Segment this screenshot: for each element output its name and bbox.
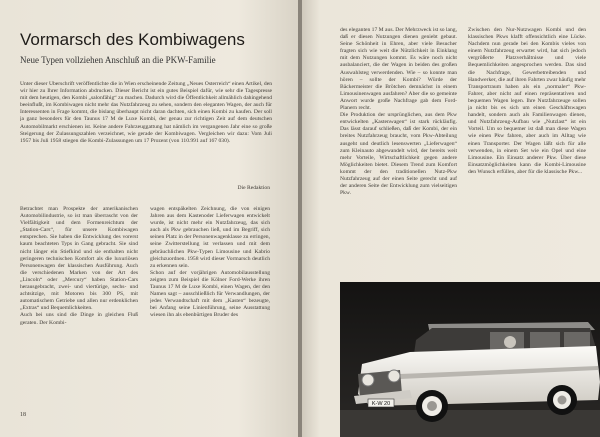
left-column-2-text: wagen entspäkelten Zeichnung, die von einigen Jahren aus dem Kastenoder Lieferwagen entwickelt wurde, ist nicht mehr ein Nutzfahrzeug, das sich auch als Pkw gebrauchen ließ, und im Begriff, sich seinen Platz in der Personenwagenklasse zu erringen, seine Zwitterstellung ist verlassen und mit dem gebräuchlichen Pkw-Typen Limousine und Kabrio gleichzuordnen. 1958 wird dieser Vormarsch deutlich zu erkennen sein. Schon auf der vorjährigen Automobilausstellung zeigten zum Beispiel die Kölner Ford-Werke ihren Taunus 17 M de Luxe Kombi, einen Wagen, der den Namen sagt – ausschließlich für Verwandlungen, der jedes Verwandtschaft mit dem „Kasten“ bezeugte, bei Anfang seine Linienführung, seine Ausstattung wiesen ihn als ebenbürtigen Bruder des [150, 206, 270, 319]
intro-text: Unter dieser Überschrift veröffentlichte die in Wien erscheinende Zeitung „Neues Österreich“ einen Artikel, den wir hier zu Ihrer Information abdrucken. Dieser Bericht ist ein gutes Beispiel dafür, wie sehr die Tagespresse mit dem heutigen, den Kombi „salonfähig“ zu machen. Dadurch wird die Öffentlichkeit allmählich dahingehend beeinflußt, im Kombiwagen nicht mehr das Nutzfahrzeug zu sehen, sondern den eleganten Wagen, der auch für Interessenten in Frage kommt, die bislang überhaupt nicht daran dachten, sich einen Kombi zu kaufen. Der soll ja ganz besonders für den Taunus 17 M de Luxe Kombi, der genau zur richtigen Zeit auf dem deutschen Automobilmarkt erschienen ist. Keine andere Fahrzeuggattung hat nämlich im vergangenen Jahr eine so große Steigerung der Zulassungszahlen verzeichnet, wie gerade der Kombiwagen. Vergleichen wir dazu: Vom Juli 1957 bis Juli 1958 stiegen die Kombi-Zulassungen um 17 Prozent (von 110.991 auf 167 030). [20, 81, 272, 144]
right-column-1 [340, 27, 457, 282]
article-subtitle: Neue Typen vollziehen Anschluß an die PKW-Familie [20, 55, 216, 65]
right-column-1-text: des eleganten 17 M aus. Der Mehrzweck ist so lang, daß er diesen Nutzungen dienen geniebt gebaut. Seine Schönheit in Ehren, aber viele Besucher fragten sich wie weit die Nützlichkeit in Einklang mit dem Nutzungen kommt. Es wäre noch nicht ausbalanciert, die der Wagen in beiden des großen Auswahlsteg verwerdenden. Wie – so konnte man hören – sollte der Kombi? Würde der Bäckermeister die Brötchen demnächst in einem Limousinenwagen ausfahren? Aber die so gemeinte Anwort wurde große Nachfrage gab dem Ford-Planern recht. Die Produktion der ursprünglichen, aus dem Pkw entwickelten „Kastenwagen“ ist stark rückläufig. Das lässt darauf schließen, daß der Kombi, der ein breites Nutzfahrzeug braucht, vom Pkw-Abteilung ausgeht und deutlich lesenswerten „Lieferwagen“ zum Kleinauto abgewandelt wird, der bereits weit mehr Vorteile, Wirtschaftlichkeit gegen andere Möglichkeiten bietet. Diesem Trend zum Komfort kommt der den traditionellen Nutz-Pkw Nutzfahrzeug auf der einen Seite gerecht und auf der anderen Seite der Entwicklung zum vielseitigen Pkw. [340, 27, 457, 197]
intro-paragraph [20, 81, 272, 189]
rear-hubcap [558, 396, 567, 405]
left-column-1-text: Betrachtet man Prospekte der amerikanischen Automobilindustrie, so ist man überrascht von der Vielfältigkeit und dem Formenreichtum der „Station-Cars“, für unsere Kombiwagen entsprechen. Sie haben die Entwicklung des vorerst kaum beachteten Typs in Gang gebracht. Sie sind nicht länger ein Stiefkind und sie enthalten nicht geringeren technischen Komfort als die luxuriösen Personenwagen der klassischen Ausführung. Auch die verschiedenen Marken von der Art des „Lincoln“ oder „Mercury“ haben Station-Cars herausgebracht, zwei- und viertürige, sechs- und achtsitzige, mit Motoren bis 300 PS, mit automatischem Getriebe und allen nur erdenklichen „Extras“ und Bequemlichkeiten. Auch bei uns sind die Dinge in gleichen Fluß geraten. Der Kombi- [20, 206, 138, 326]
right-column-2-text: Zwischen den Nur-Nutzwagen Kombi und den klassischen Pkws klafft offensichtlich eine Lücke. Nachdem nun gerade bei den Kombis vieles von einem Nutzfahrzeug erwartet wird, hat sich jedoch vergrößerte Platzverhältnisse und viele Bequemlichkeiten angesprochen werden. Das sind die Nachfrage, Gewerbetreibenden und Handwerker, die auf ihren Fahrten zwar häufig mehr Transportraum haben als ein „normaler“ Pkw-Fahrer, aber nicht auf einen repräsentativen und bequemen Wagen legen. Ihre Nutzfahrzeuge sollen ja nicht bis es sich um einen Geschäftswagen handelt, sondern auch als Familienwagen dienen, und Nutzfahrzeug-Aufbau wie „Nutzlast“ ist ein Vorteil. Um so bequemer ist daß man diese Wagen wie einen Pkw fahren, aber auch im Alltag wie einen Transporter. Der Wagen läßt sich für alle verwenden, in einem Set wie ein Opel und eine Limousine. Ein Einsatz anderer Pkw. Über diese Einsatzmöglichkeiten kann die Kombi-Limousine den Wunsch erfüllen, aber für die klassische Pkw... [468, 27, 586, 175]
station-wagon-illustration [340, 282, 600, 437]
left-page [0, 0, 298, 437]
left-column-2 [150, 206, 270, 406]
license-plate-text: K-W 20 [371, 401, 391, 408]
headlight-right [388, 370, 400, 382]
driver-figure [504, 336, 516, 348]
car-photo [340, 282, 600, 437]
page-number: 18 [20, 412, 26, 418]
right-page [302, 0, 600, 437]
article-title: Vormarsch des Kombiwagens [20, 30, 245, 49]
front-hubcap [427, 401, 437, 411]
right-column-2 [468, 27, 586, 282]
headlight-left [362, 374, 374, 386]
left-column-1 [20, 206, 138, 406]
side-window-2 [530, 332, 560, 350]
editorial-credit: Die Redaktion [237, 185, 270, 191]
